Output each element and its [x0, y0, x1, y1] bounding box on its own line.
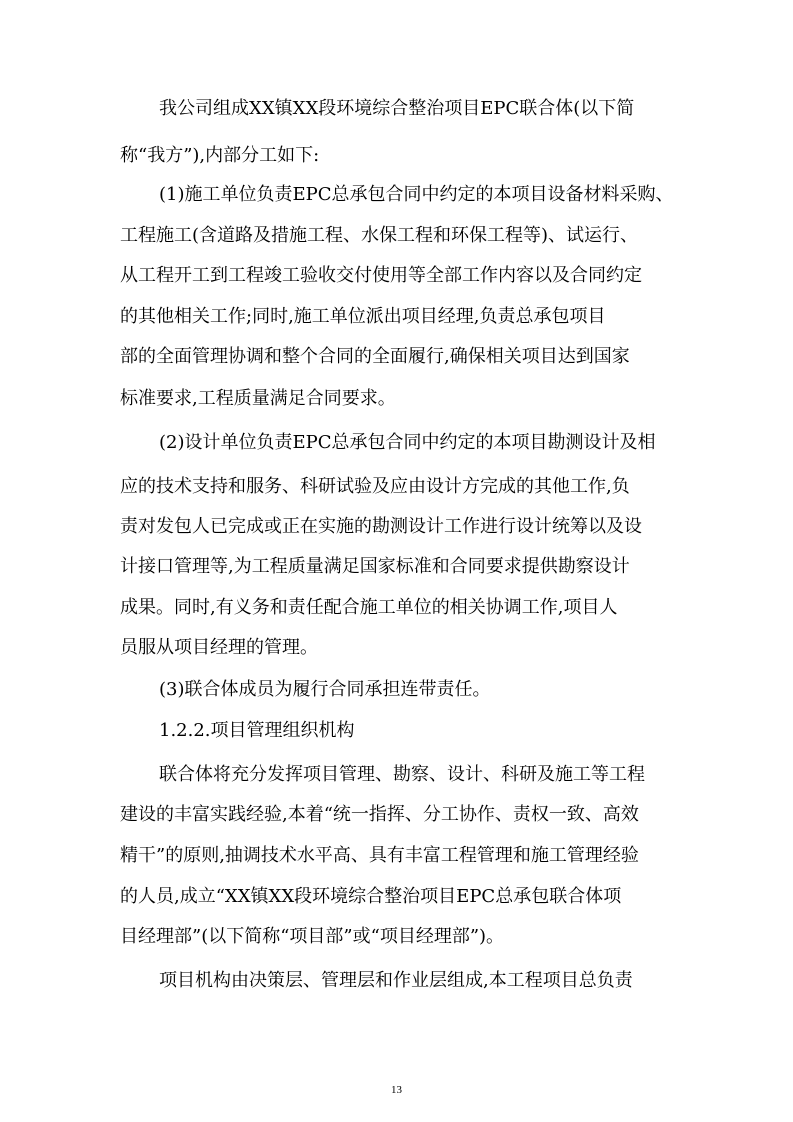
text-line: 成果。同时,有义务和责任配合施工单位的相关协调工作,项目人 — [120, 597, 618, 618]
text-line: 应的技术支持和服务、科研试验及应由设计方完成的其他工作,负 — [120, 476, 630, 497]
text-line: 联合体将充分发挥项目管理、勘察、设计、科研及施工等工程 — [159, 764, 645, 785]
text-line: (2)设计单位负责EPC总承包合同中约定的本项目勘测设计及相 — [159, 432, 656, 453]
text-line: 责对发包人已完成或正在实施的勘测设计工作进行设计统筹以及设 — [120, 516, 642, 537]
text-line: 计接口管理等,为工程质量满足国家标准和合同要求提供勘察设计 — [120, 556, 630, 577]
text-line: 员服从项目经理的管理。 — [120, 637, 318, 658]
text-line: (3)联合体成员为履行合同承担连带责任。 — [159, 679, 491, 700]
text-line: 称“我方”),内部分工如下: — [120, 145, 320, 166]
text-line: 标准要求,工程质量满足合同要求。 — [120, 388, 396, 409]
text-line: 工程施工(含道路及措施工程、水保工程和环保工程等)、试运行、 — [120, 225, 639, 246]
text-line: 从工程开工到工程竣工验收交付使用等全部工作内容以及合同约定 — [120, 265, 642, 286]
section-heading: 1.2.2.项目管理组织机构 — [159, 720, 355, 741]
text-line: 的其他相关工作;同时,施工单位派出项目经理,负责总承包项目 — [120, 306, 606, 327]
text-line: (1)施工单位负责EPC总承包合同中约定的本项目设备材料采购、 — [159, 184, 674, 205]
text-line: 的人员,成立“XX镇XX段环境综合整治项目EPC总承包联合体项 — [120, 886, 622, 907]
text-line: 目经理部”(以下简称“项目部”或“项目经理部”)。 — [120, 926, 505, 947]
text-line: 项目机构由决策层、管理层和作业层组成,本工程项目总负责 — [159, 970, 633, 991]
text-line: 精干”的原则,抽调技术水平高、具有丰富工程管理和施工管理经验 — [120, 845, 639, 866]
page-number: 13 — [391, 1084, 402, 1096]
text-line: 建设的丰富实践经验,本着“统一指挥、分工协作、责权一致、高效 — [120, 804, 639, 825]
text-line: 部的全面管理协调和整个合同的全面履行,确保相关项目达到国家 — [120, 346, 630, 367]
text-line: 我公司组成XX镇XX段环境综合整治项目EPC联合体(以下简 — [159, 98, 635, 119]
